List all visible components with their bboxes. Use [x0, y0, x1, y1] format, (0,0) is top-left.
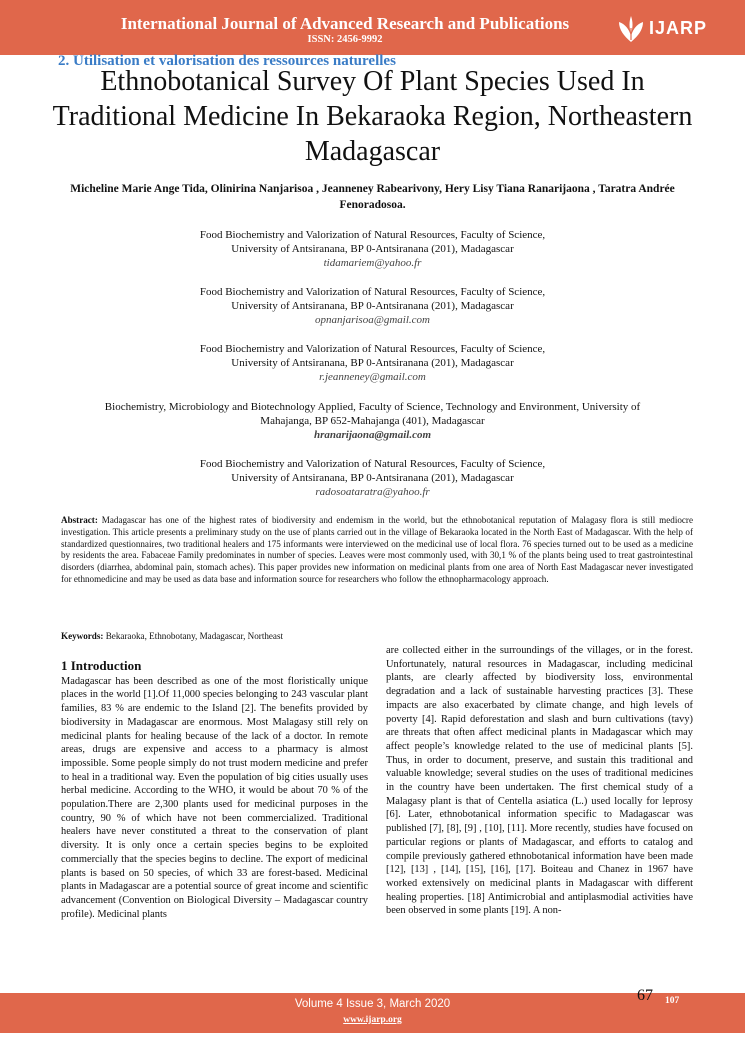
affiliation	[40, 342, 705, 384]
abstract-label: Abstract:	[61, 515, 98, 525]
paper-title: Ethnobotanical Survey Of Plant Species Used In Traditional Medicine In Bekaraoka Region, Northeastern Madagascar	[52, 66, 693, 167]
keywords-text: Bekaraoka, Ethnobotany, Madagascar, Northeast	[105, 631, 284, 641]
journal-title: International Journal of Advanced Research and Publications	[120, 14, 570, 33]
author-list: Micheline Marie Ange Tida, Olinirina Nanjarisoa , Jeanneney Rabearivony, Hery Lisy Tiana Ranarijaona , Taratra Andrée Fenoradosoa.	[70, 183, 675, 211]
affiliation	[40, 457, 705, 499]
page-number: 67	[637, 987, 653, 1004]
affiliation-line: Food Biochemistry and Valorization of Natural Resources, Faculty of Science,	[199, 343, 546, 355]
journal-footer-bar	[0, 987, 745, 1033]
intro-left-text: Madagascar has been described as one of the most floristically unique places in the world [1].Of 11,000 species belonging to 243 vascular plant families, 83 % are endemic to the Island [2]. The benefits provided by biodiversity in Madagascar are enormous. Most Malagasy still rely on medicinal plants for healing because of the lack of a doctor. In remote areas, drugs are expensive and access to a pharmacy is almost impossible. Some people simply do not trust modern medicine and prefer to heal in a traditional way. Even the population of big cities usually uses herbal medicine. According to the WHO, it would be about 70 % of the population.There are 2,300 plants used for medicinal purposes in the country, 90 % of which have not been commercialized. Traditional healers have never constituted a threat to the conservation of plant diversity. It is only once a certain species begins to be exploited commercially that the species begins to decline. The export of medicinal plants is based on 50 species, of which 33 are forest-based. Medicinal plants in Madagascar are a potential source of great income and scientific advancement (Convention on Biological Diversity – Madagascar country profile). Medicinal plants	[61, 675, 368, 920]
intro-right-text: are collected either in the surroundings of the villages, or in the forest. Unfortunately, natural resources in Madagascar, including medicinal plants, are clearly affected by biodiversity loss, environmental degradation and a lack of sustainable harvesting practices [3]. These impacts are also exacerbated by climate change, and high levels of poverty [4]. Rapid deforestation and slash and burn cultivations (tavy) are threats that often affect medicinal plants in Madagascar which may affect people’s knowledge related to the use of medicinal plants [5]. Thus, in order to document, preserve, and sustain this traditional and valuable knowledge; several studies on the uses of traditional medicines in the country have been undertaken. The first chemical study of a Malagasy plant is that of Centella asiatica (L.) used locally for leprosy [6]. Later, ethnobotanical information specific to Madagascar was published [7], [8], [9] , [10], [11]. More recently, studies have focused on particular regions or plants of Madagascar, and efforts to catalog and compile previously gathered ethnobotanical information have been made [12], [13] , [14], [15], [16], [17]. Boiteau and Chanez in 1967 have worked extensively on medicinal plants in Madagascar with different healing properties. [18] Antimicrobial and antiplasmodial activities have been observed in some plants [19]. A non-	[386, 645, 693, 917]
leaf-logo-icon	[616, 14, 646, 44]
affiliation	[40, 228, 705, 270]
journal-issn: ISSN: 2456-9992	[307, 34, 383, 45]
affiliation-line: University of Antsiranana, BP 0-Antsiranana (201), Madagascar	[231, 300, 514, 312]
intro-left-column	[61, 659, 368, 921]
logo-text: IJARP	[649, 18, 708, 38]
intro-right-column	[386, 644, 693, 918]
affiliation-email[interactable]: r.jeanneney@gmail.com	[319, 371, 426, 383]
affiliation-line: Biochemistry, Microbiology and Biotechnology Applied, Faculty of Science, Technology and Environment, University of	[104, 401, 641, 413]
ijarp-logo	[616, 14, 716, 44]
keywords-label: Keywords:	[61, 631, 104, 641]
affiliation-line: University of Antsiranana, BP 0-Antsiranana (201), Madagascar	[231, 472, 514, 484]
abstract	[61, 515, 693, 586]
section-heading: 2. Utilisation et valorisation des ressources naturelles	[58, 53, 396, 69]
affiliation	[40, 285, 705, 327]
abstract-text: Madagascar has one of the highest rates of biodiversity and endemism in the world, but the ethnobotanical reputation of Malagasy flora is still mediocre investigation. This article presents a preliminary study on the use of plants carried out in the village of Bekaraoka located in the North East of Madagascar. With the help of standardized questionnaires, two traditional healers and 175 informants were interviewed on the medicinal use of local flora. 76 species turned out to be used as a medicine by residents the area. Fabaceae Family predominates in number of species. Leaves were most commonly used, with 30,1 % of the plants being used to treat gastrointestinal disorders (diarrhea, abdominal pain, stomach aches). This paper provides new information on medicinal plants from one area of North East Madagascar never investigated for ethnomedicine and may be used as data base and information source for researchers who follow the ethnopharmacology approach.	[61, 515, 693, 584]
affiliation-line: University of Antsiranana, BP 0-Antsiranana (201), Madagascar	[231, 243, 514, 255]
affiliation-line: Food Biochemistry and Valorization of Natural Resources, Faculty of Science,	[199, 229, 546, 241]
affiliation-line: Food Biochemistry and Valorization of Natural Resources, Faculty of Science,	[199, 458, 546, 470]
affiliation	[40, 400, 705, 442]
volume-info: Volume 4 Issue 3, March 2020	[294, 998, 451, 1010]
keywords	[61, 631, 693, 641]
journal-url-link[interactable]: www.ijarp.org	[343, 1015, 402, 1025]
page-number-small: 107	[665, 996, 680, 1006]
affiliation-email[interactable]: hranarijaona@gmail.com	[313, 429, 432, 441]
intro-heading: 1 Introduction	[61, 658, 142, 673]
affiliation-line: Food Biochemistry and Valorization of Natural Resources, Faculty of Science,	[199, 286, 546, 298]
affiliation-line: Mahajanga, BP 652-Mahajanga (401), Madagascar	[260, 415, 485, 427]
affiliation-line: University of Antsiranana, BP 0-Antsiranana (201), Madagascar	[231, 357, 514, 369]
affiliation-email[interactable]: tidamariem@yahoo.fr	[323, 257, 422, 269]
affiliation-email[interactable]: opnanjarisoa@gmail.com	[315, 314, 430, 326]
journal-header-bar	[0, 0, 745, 55]
affiliation-email[interactable]: radosoataratra@yahoo.fr	[315, 486, 430, 498]
